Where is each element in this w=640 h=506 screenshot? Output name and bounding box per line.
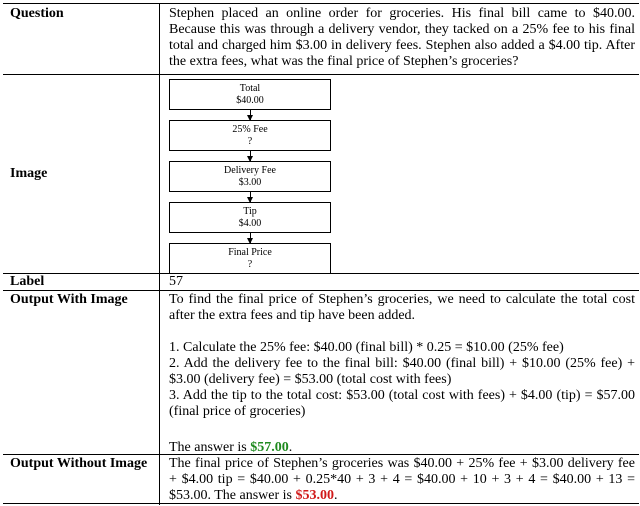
- flow-diagram: [169, 79, 335, 279]
- diagram-arrow: [250, 110, 251, 120]
- answer-suffix: .: [288, 440, 293, 455]
- column-divider: [159, 4, 160, 74]
- column-divider: [159, 455, 160, 505]
- output-without-image-row: [3, 455, 639, 505]
- output-with-image-text: [169, 292, 635, 456]
- question-row: [3, 4, 639, 75]
- diagram-box-tip: [169, 202, 331, 233]
- output-with-image-row: [3, 291, 639, 455]
- diagram-box-value: ?: [247, 259, 253, 270]
- output-step-1: 1. Calculate the 25% fee: $40.00 (final bill) * 0.25 = $10.00 (25% fee): [169, 340, 564, 355]
- output-without-image-body: The final price of Stephen’s groceries was $40.00 + 25% fee + $3.00 delivery fee + $4.00 tip = $40.00 + 0.25*40 + 3 + 4 = $40.00 + 10 + 3 + 4 = $40.00 + 13 = $53.00. The answer is: [169, 456, 635, 503]
- comparison-table: [3, 3, 639, 504]
- output-step-3: 3. Add the tip to the total cost: $53.00 (total cost with fees) + $4.00 (tip) = $57.00 (final price of groceries): [169, 388, 635, 419]
- correct-answer: $57.00: [250, 440, 289, 455]
- diagram-box-total: [169, 79, 331, 110]
- label-label: Label: [10, 274, 45, 289]
- diagram-box-value: ?: [247, 136, 253, 147]
- output-answer-line: [169, 440, 635, 456]
- answer-prefix: The answer is: [169, 440, 251, 455]
- diagram-arrow: [250, 192, 251, 202]
- question-label: Question: [10, 6, 64, 21]
- diagram-box-value: $3.00: [238, 177, 262, 188]
- output-without-image-label: Output Without Image: [10, 456, 148, 471]
- diagram-box-title: Total: [239, 83, 261, 94]
- diagram-box-title: Tip: [243, 206, 257, 217]
- paragraph-gap: [169, 420, 635, 436]
- label-row: [3, 274, 639, 291]
- diagram-arrow: [250, 233, 251, 243]
- diagram-box-value: $4.00: [238, 218, 262, 229]
- output-without-image-text: [169, 456, 635, 504]
- column-divider: [159, 291, 160, 454]
- wrong-answer: $53.00: [295, 488, 334, 503]
- diagram-box-value: $40.00: [236, 95, 264, 106]
- question-text: Stephen placed an online order for groceries. His final bill came to $40.00. Because this was through a delivery vendor, they tacked on a 25% fee to his final total and charged him $3.00 in delivery fees. Stephen also added a $4.00 tip. After the extra fees, what was the final price of Stephen’s groceries?: [169, 6, 635, 69]
- column-divider: [159, 75, 160, 273]
- output-intro: To find the final price of Stephen’s groceries, we need to calculate the total cost after the extra fees and tip have been added.: [169, 292, 635, 323]
- diagram-box-title: Delivery Fee: [224, 165, 276, 176]
- image-label: Image: [10, 166, 48, 181]
- output-with-image-label: Output With Image: [10, 292, 128, 307]
- diagram-box-final-price: [169, 243, 331, 274]
- paragraph-gap: [169, 324, 635, 340]
- diagram-arrow: [250, 151, 251, 161]
- diagram-box-title: Final Price: [228, 247, 272, 258]
- diagram-box-delivery-fee: [169, 161, 331, 192]
- column-divider: [159, 274, 160, 290]
- diagram-box-fee: [169, 120, 331, 151]
- image-row: [3, 75, 639, 274]
- diagram-box-title: 25% Fee: [232, 124, 268, 135]
- answer-suffix: .: [334, 488, 338, 503]
- output-step-2: 2. Add the delivery fee to the final bill: $40.00 (final bill) + $10.00 (25% fee) + $3.00 (delivery fee) = $53.00 (total cost with fees): [169, 356, 635, 387]
- label-value: 57: [169, 274, 183, 289]
